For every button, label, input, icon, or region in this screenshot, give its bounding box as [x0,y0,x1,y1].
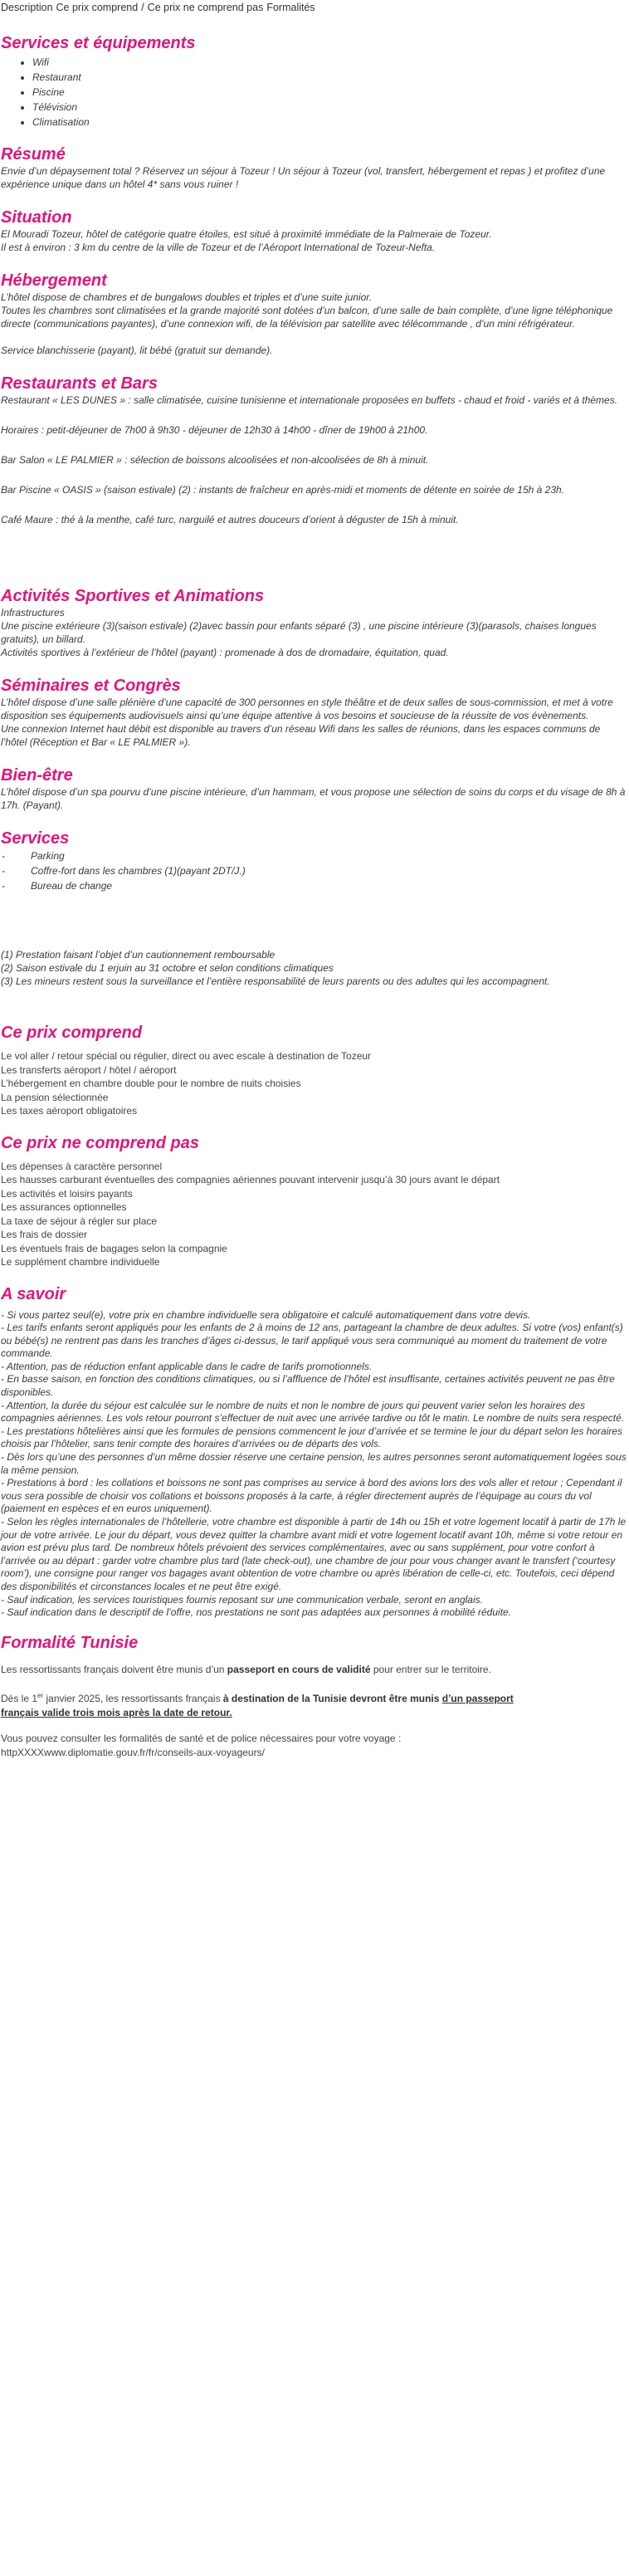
list-item: - Les tarifs enfants seront appliqués pour les enfants de 2 à moins de 12 ans, partageant la chambre de deux adultes. Si votre (vos) enfant(s) ou bébé(s) ne rentrent pas dans les tranches d’âges ci-dessus, le tarif appliqué vous sera communiqué au moment du traitement de votre commande. [1,1322,623,1360]
diplomatie-link[interactable]: httpXXXXwww.diplomatie.gouv.fr/fr/conseils-aux-voyageurs/ [1,1746,265,1758]
list-item: - Les prestations hôtelières ainsi que les formules de pensions commencent le jour d’arrivée et se termine le jour du départ selon les horaires choisis par l’hôtelier, sans tenir compte des horaires d’arrivées ou de départs des vols. [1,1425,623,1450]
list-item: - Sauf indication, les services touristiques fournis reposant sur une communication verbale, seront en anglais. [1,1593,483,1606]
list-item: La taxe de séjour à régler sur place [1,1215,158,1227]
service-label: Parking [31,850,65,862]
list-item: - Selon les règles internationales de l’hôtellerie, votre chambre est disponible à partir de 14h ou 15h et votre logement locatif à partir de 17h le jour de votre arrivée. Le jour du départ, vous devez quitter la chambre avant midi et votre logement locatif avant 10h, même si votre retour en avion est prévu plus tard. De nombreux hôtels prévoient des services complémentaires, avec ou sans supplément, pour votre confort à l’arrivée ou au départ : garder votre chambre plus tard (late check-out), une chambre de jour pour vous changer avant le transfert (‘courtesy room’), une consigne pour ranger vos bagages avant obtention de votre chambre ou après libération de celle-ci, etc. Toutefois, ceci dépend des disponibilités et circonstances locales et ne peut être exigé. [1,1516,627,1592]
list-item: L’hébergement en chambre double pour le nombre de nuits choisies [1,1078,301,1089]
section-situation [1,208,627,254]
list-item: • Wifi [32,55,627,70]
section-formalite [1,1633,627,1760]
tab-formalites[interactable]: Formalités [266,2,315,13]
list-item: Les activités et loisirs payants [1,1187,133,1200]
section-title: Activités Sportives et Animations [1,587,265,605]
paragraph: L’hôtel dispose d’une salle plénière d’une capacité de 300 personnes en style théâtre et de deux salles de sous-commission, et met à votre disposition ses équipements audiovisuels ainsi qu’une équipe attentive à vos besoins et soucieuse de la réussite de vos évènements. [1,697,613,721]
section-a-savoir [1,1284,627,1620]
paragraph: Vous pouvez consulter les formalités de santé et de police nécessaires pour votre voyage : [1,1732,402,1744]
section-title: Situation [1,208,72,227]
paragraph: Bar Salon « LE PALMIER » : sélection de boissons alcoolisées et non-alcoolisées de 8h à minuit. [1,454,429,466]
emphasis: passeport en cours de validité [227,1663,371,1675]
list-item: • Climatisation [32,115,627,130]
section-activites [1,586,627,659]
tab-description[interactable]: Description [1,2,53,13]
paragraph: L’hôtel dispose d’un spa pourvu d’une piscine intérieure, d’un hammam, et vous propose une sélection de soins du corps et du visage de 8h à 17h. (Payant). [1,786,626,811]
section-services-equipements [1,33,627,130]
paragraph: Bar Piscine « OASIS » (saison estivale) (2) : instants de fraîcheur en après-midi et moments de détente en soirée de 15h à 23h. [1,484,565,496]
paragraph: Activités sportives à l’extérieur de l’hôtel (payant) : promenade à dos de dromadaire, équitation, quad. [1,647,449,658]
tab-ce-prix-comprend[interactable]: Ce prix comprend [56,2,139,13]
section-title: Formalité Tunisie [1,1633,139,1652]
list-item: - Parking [2,850,65,862]
list-item: Les dépenses à caractère personnel [1,1160,163,1172]
list-item: - Sauf indication dans le descriptif de l’offre, nos prestations ne sont pas adaptées aux personnes à mobilité réduite. [1,1606,512,1619]
paragraph: Infrastructures [1,607,65,618]
section-title: Ce prix ne comprend pas [1,1133,199,1152]
list-item: - Bureau de change [2,880,113,892]
section-hebergement [1,271,627,357]
section-title: Résumé [1,145,66,164]
section-title: Hébergement [1,271,107,290]
paragraph: Une connexion Internet haut débit est disponible au travers d’un réseau Wifi dans les salles de réunions, dans les espaces communs de l’hôtel (Réception et Bar « LE PALMIER »). [1,723,601,748]
paragraph: Horaires : petit-déjeuner de 7h00 à 9h30 - déjeuner de 12h30 à 14h00 - dîner de 19h00 à 21h00. [1,424,428,436]
tab-bar [1,2,627,17]
emphasis: à destination de la Tunisie devront être munis d’un passeport français valide trois mois après la date de retour. [1,1692,514,1718]
section-title: Restaurants et Bars [1,374,158,393]
list-item: • Restaurant [32,70,627,85]
list-item: La pension sélectionnée [1,1091,109,1103]
section-title: Services [1,829,70,848]
list-item: Les taxes aéroport obligatoires [1,1105,138,1117]
section-title: Ce prix comprend [1,1024,143,1042]
service-label: Bureau de change [31,880,113,892]
section-title: Services et équipements [1,34,196,52]
list-item: - En basse saison, en fonction des conditions climatiques, ou si l’affluence de l’hôtel est insuffisante, certaines activités peuvent ne pas être disponibles. [1,1373,615,1399]
list-item: Les hausses carburant éventuelles des compagnies aériennes pouvant intervenir jusqu’à 30 jours avant le départ [1,1174,500,1185]
paragraph: Il est à environ : 3 km du centre de la ville de Tozeur et de l’Aéroport International de Tozeur-Nefta. [1,242,436,253]
section-prix-comprend [1,1023,627,1118]
list-item: Les assurances optionnelles [1,1201,127,1213]
paragraph: Envie d’un dépaysement total ? Réservez un séjour à Tozeur ! Un séjour à Tozeur (vol, transfert, hébergement et repas ) et profitez d’une expérience unique dans un hôtel 4* sans vous ruiner ! [1,165,606,190]
list-item: Les éventuels frais de bagages selon la compagnie [1,1242,227,1254]
list-item: - Prestations à bord : les collations et boissons ne sont pas comprises au service à bord des avions lors des vols aller et retour ; Cependant il vous sera possible de choisir vos collations et boissons proposés à la carte, à régler directement auprès de l’équipage au cours du vol (paiement en espèces et en euros uniquement). [1,1477,622,1515]
paragraph: Une piscine extérieure (3)(saison estivale) (2)avec bassin pour enfants séparé (3) , une piscine intérieure (3)(parasols, chaises longues gratuits), un billard. [1,620,597,645]
equipment-list [1,55,627,130]
paragraph: Café Maure : thé à la menthe, café turc, narguilé et autres douceurs d’orient à déguster de 15h à minuit. [1,514,459,525]
page [0,2,629,1760]
section-seminaires [1,676,627,749]
list-item: • Télévision [32,100,627,115]
footnotes [1,948,627,988]
section-title: Bien-être [1,766,73,785]
paragraph: Les ressortissants français doivent être munis d’un passeport en cours de validité pour entrer sur le territoire. [1,1663,491,1675]
paragraph: Service blanchisserie (payant), lit bébé (gratuit sur demande). [1,345,273,356]
list-item: - Si vous partez seul(e), votre prix en chambre individuelle sera obligatoire et calculé automatiquement dans votre devis. [1,1308,531,1321]
paragraph: Dès le 1er janvier 2025, les ressortissants français à destination de la Tunisie devront être munis d’un passeport français valide trois mois après la date de retour. [1,1691,514,1718]
paragraph: L’hôtel dispose de chambres et de bungalows doubles et triples et d’une suite junior. [1,291,373,303]
section-services [1,829,627,893]
list-item: • Piscine [32,85,627,100]
footnote: (3) Les mineurs restent sous la surveillance et l’entière responsabilité de leurs parents ou des adultes qui les accompagnent. [1,975,550,987]
paragraph: Restaurant « LES DUNES » : salle climatisée, cuisine tunisienne et internationale proposées en buffets - chaud et froid - variés et à thèmes. [1,394,618,406]
list-item: Le supplément chambre individuelle [1,1256,160,1268]
list-item: Les transferts aéroport / hôtel / aéroport [1,1063,177,1076]
section-title: A savoir [1,1284,66,1303]
list-item: - Dès lors qu’une des personnes d’un même dossier réserve une certaine pension, les autres personnes seront automatiquement logées sous la même pension. [1,1451,627,1476]
footnote: (2) Saison estivale du 1 erjuin au 31 octobre et selon conditions climatiques [1,962,334,974]
list-item: - Attention, pas de réduction enfant applicable dans le cadre de tarifs promotionnels. [1,1360,373,1372]
section-title: Séminaires et Congrès [1,677,181,695]
list-item: Les frais de dossier [1,1229,88,1240]
list-item: Le vol aller / retour spécial ou régulier, direct ou avec escale à destination de Tozeur [1,1050,372,1062]
paragraph: Toutes les chambres sont climatisées et la grande majorité sont dotées d’un balcon, d’une salle de bain complète, d’une ligne téléphonique directe (communications payantes), d’une connexion wifi, de la télévision par satellite avec télécommande , d’un mini réfrigérateur. [1,305,613,330]
section-bien-etre [1,765,627,812]
service-label: Coffre-fort dans les chambres (1)(payant 2DT/J.) [31,865,246,877]
list-item: - Attention, la durée du séjour est calculée sur le nombre de nuits et non le nombre de jours qui peuvent varier selon les horaires des compagnies aériennes. Les vols retour pourront s’effectuer de nuit avec une arrivée tardive ou tôt le matin. Le nombre de nuits sera respecté. [1,1399,625,1425]
list-item: - Coffre-fort dans les chambres (1)(payant 2DT/J.) [2,865,246,877]
footnote: (1) Prestation faisant l’objet d’un cautionnement remboursable [1,949,275,961]
tab-ce-prix-ne-comprend-pas[interactable]: Ce prix ne comprend pas [147,2,264,13]
section-prix-ne-comprend-pas [1,1133,627,1269]
section-restaurants-bars [1,374,627,526]
section-resume [1,144,627,191]
tab-separator: / [141,2,144,13]
paragraph: El Mouradi Tozeur, hôtel de catégorie quatre étoiles, est situé à proximité immédiate de la Palmeraie de Tozeur. [1,228,492,240]
